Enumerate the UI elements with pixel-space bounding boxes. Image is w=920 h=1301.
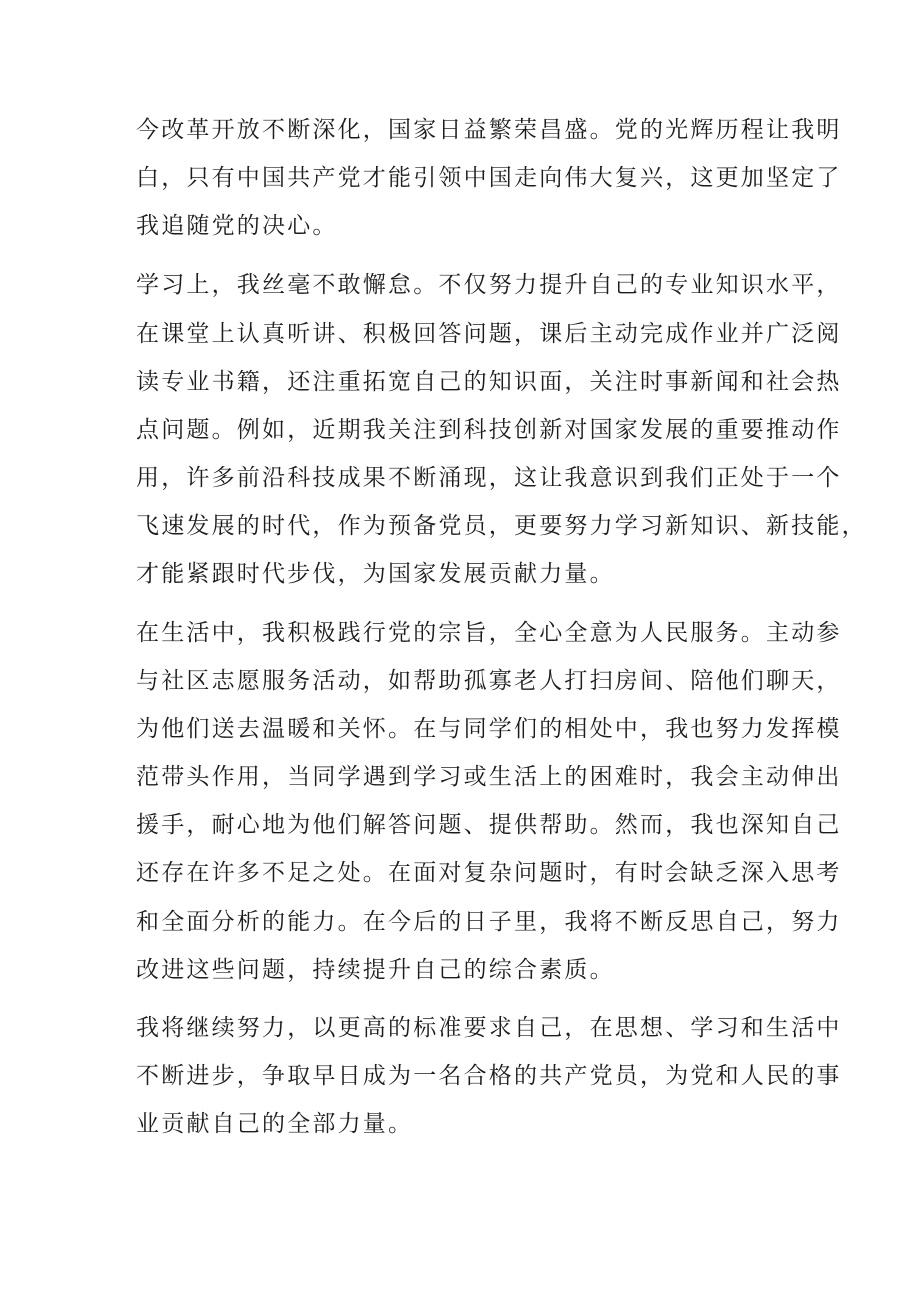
paragraph-1-line-1: 今改革开放不断深化，国家日益繁荣昌盛。党的光辉历程让我明 bbox=[136, 117, 842, 143]
paragraph-2-line-4: 点问题。例如，近期我关注到科技创新对国家发展的重要推动作 bbox=[136, 417, 842, 443]
paragraph-4-line-1: 我将继续努力，以更高的标准要求自己，在思想、学习和生活中 bbox=[136, 1015, 842, 1041]
paragraph-2-line-1: 学习上，我丝毫不敢懈怠。不仅努力提升自己的专业知识水平， bbox=[136, 272, 842, 298]
paragraph-3-line-1: 在生活中，我积极践行党的宗旨，全心全意为人民服务。主动参 bbox=[136, 620, 842, 646]
paragraph-3-line-2: 与社区志愿服务活动，如帮助孤寡老人打扫房间、陪他们聊天， bbox=[136, 668, 842, 694]
paragraph-2-line-3: 读专业书籍，还注重拓宽自己的知识面，关注时事新闻和社会热 bbox=[136, 369, 842, 395]
paragraph-3-line-4: 范带头作用，当同学遇到学习或生活上的困难时，我会主动伸出 bbox=[136, 764, 842, 790]
paragraph-2-line-6: 飞速发展的时代，作为预备党员，更要努力学习新知识、新技能， bbox=[136, 513, 867, 539]
paragraph-3-line-6: 还存在许多不足之处。在面对复杂问题时，有时会缺乏深入思考 bbox=[136, 860, 842, 886]
paragraph-3-line-3: 为他们送去温暖和关怀。在与同学们的相处中，我也努力发挥模 bbox=[136, 716, 842, 742]
paragraph-3-line-7: 和全面分析的能力。在今后的日子里，我将不断反思自己，努力 bbox=[136, 909, 842, 935]
paragraph-2-line-7: 才能紧跟时代步伐，为国家发展贡献力量。 bbox=[136, 561, 615, 587]
paragraph-1-line-2: 白，只有中国共产党才能引领中国走向伟大复兴，这更加坚定了 bbox=[136, 165, 842, 191]
paragraph-4-line-2: 不断进步，争取早日成为一名合格的共产党员，为党和人民的事 bbox=[136, 1063, 842, 1089]
paragraph-1-line-3: 我追随党的决心。 bbox=[136, 213, 338, 239]
paragraph-3-line-8: 改进这些问题，持续提升自己的综合素质。 bbox=[136, 957, 615, 983]
paragraph-3-line-5: 援手，耐心地为他们解答问题、提供帮助。然而，我也深知自己 bbox=[136, 812, 842, 838]
paragraph-2-line-2: 在课堂上认真听讲、积极回答问题，课后主动完成作业并广泛阅 bbox=[136, 321, 842, 347]
paragraph-2-line-5: 用，许多前沿科技成果不断涌现，这让我意识到我们正处于一个 bbox=[136, 465, 842, 491]
paragraph-4-line-3: 业贡献自己的全部力量。 bbox=[136, 1111, 414, 1137]
